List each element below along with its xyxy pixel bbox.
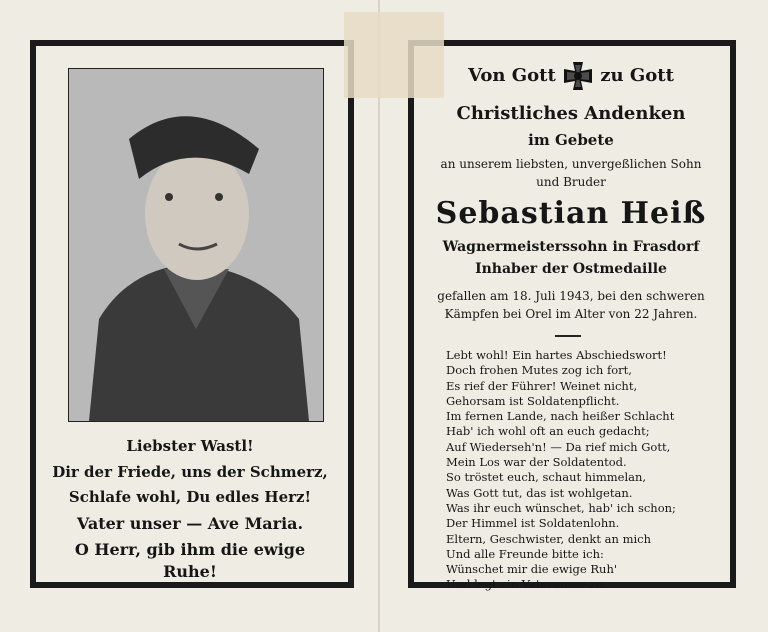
award: Inhaber der Ostmedaille [475,261,667,277]
poem-line: Und legt ein Vaterunser zu. [446,577,607,592]
card-subheader: im Gebete [528,131,614,149]
verse-line-2: Dir der Friede, uns der Schmerz, [52,463,328,481]
poem [446,348,716,593]
poem-line: Der Himmel ist Soldatenlohn. [446,516,620,531]
poem-line: Im fernen Lande, nach heißer Schlacht [446,409,675,424]
deceased-name: Sebastian Heiß [435,196,707,231]
verse-line-3: Schlafe wohl, Du edles Herz! [68,488,312,506]
occupation: Wagnermeisterssohn in Frasdorf [442,239,700,255]
death-line-2: Kämpfen bei Orel im Alter von 22 Jahren. [444,307,698,321]
poem-line: Lebt wohl! Ein hartes Abschiedswort! [446,348,667,362]
intro-line-2: und Bruder [536,175,606,189]
poem-line: Wünschet mir die ewige Ruh' [446,562,618,577]
poem-line: So tröstet euch, schaut himmelan, [446,470,647,485]
poem-line: Auf Wiederseh'n! — Da rief mich Gott, [446,439,671,454]
closing-line-2: Ruhe! [163,562,217,581]
poem-line: Es rief der Führer! Weinet nicht, [446,378,638,393]
intro-line-1: an unserem liebsten, unvergeßlichen Sohn [440,157,702,171]
death-line-1: gefallen am 18. Juli 1943, bei den schweren [437,289,705,303]
poem-line: Mein Los war der Soldatentod. [446,455,627,470]
motto-left: Von Gott [468,65,556,86]
motto [418,60,724,92]
soldier-portrait [68,68,324,422]
card-header: Christliches Andenken [456,103,686,124]
closing-line-1: O Herr, gib ihm die ewige [74,540,306,559]
poem-line: Hab' ich wohl oft an euch gedacht; [446,424,650,439]
poem-line: Und alle Freunde bitte ich: [446,546,604,561]
poem-line: Doch frohen Mutes zog ich fort, [446,363,632,378]
verse-line-1: Liebster Wastl! [126,437,254,455]
poem-line: Gehorsam ist Soldatenpflicht. [446,393,620,408]
prayer-line: Vater unser — Ave Maria. [76,514,304,533]
motto-right: zu Gott [600,65,674,86]
portrait-drawing [69,69,323,421]
poem-line: Was Gott tut, das ist wohlgetan. [446,485,633,500]
poem-line: Was ihr euch wünschet, hab' ich schon; [446,500,676,515]
poem-line: Eltern, Geschwister, denkt an mich [446,531,652,546]
divider [555,335,581,337]
iron-cross-icon [562,60,594,92]
